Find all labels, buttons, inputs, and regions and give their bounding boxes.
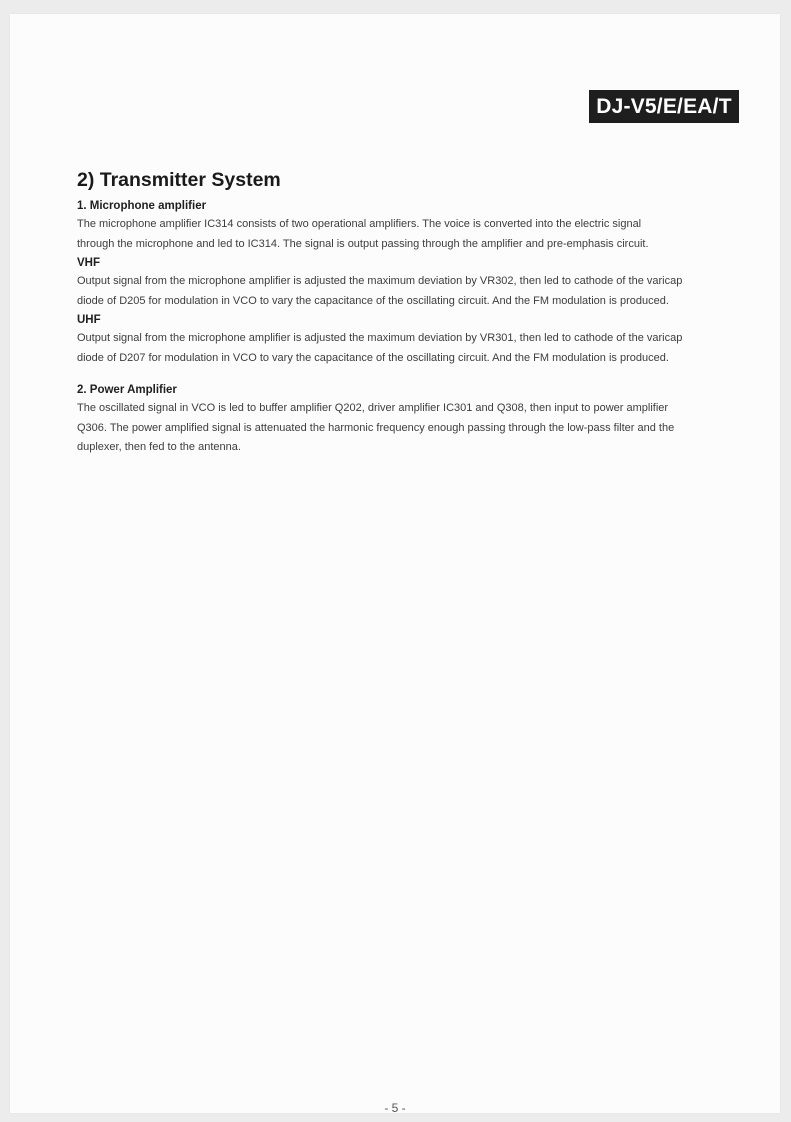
page-content — [77, 168, 767, 458]
vhf-paragraph-line: Output signal from the microphone amplifier is adjusted the maximum deviation by VR302, then led to cathode of the varicap — [77, 275, 683, 287]
power-amplifier-heading: 2. Power Amplifier — [77, 384, 177, 396]
section-spacer — [77, 368, 767, 381]
uhf-paragraph-line: Output signal from the microphone amplifier is adjusted the maximum deviation by VR301, then led to cathode of the varicap — [77, 332, 683, 344]
microphone-paragraph-line: through the microphone and led to IC314. The signal is output passing through the amplifier and pre-emphasis circuit. — [77, 237, 649, 250]
power-paragraph-line: The oscillated signal in VCO is led to buffer amplifier Q202, driver amplifier IC301 and Q308, then input to power amplifier — [77, 402, 669, 414]
power-amplifier-section — [77, 381, 767, 458]
power-paragraph-line: Q306. The power amplified signal is attenuated the harmonic frequency enough passing through the low-pass filter and the — [77, 421, 675, 434]
microphone-paragraph-line: The microphone amplifier IC314 consists of two operational amplifiers. The voice is converted into the electric signal — [77, 218, 642, 230]
vhf-paragraph-line: diode of D205 for modulation in VCO to vary the capacitance of the oscillating circuit. And the FM modulation is produced. — [77, 294, 669, 307]
document-page — [10, 14, 780, 1113]
microphone-amplifier-section — [77, 197, 767, 368]
uhf-paragraph-line: diode of D207 for modulation in VCO to vary the capacitance of the oscillating circuit. And the FM modulation is produced. — [77, 351, 669, 364]
microphone-amplifier-heading: 1. Microphone amplifier — [77, 200, 207, 212]
uhf-label: UHF — [77, 314, 101, 326]
model-badge: DJ-V5/E/EA/T — [589, 90, 739, 123]
section-title: 2) Transmitter System — [77, 169, 281, 191]
vhf-label: VHF — [77, 257, 100, 269]
power-paragraph-line: duplexer, then fed to the antenna. — [77, 441, 241, 453]
page-number: - 5 - — [384, 1101, 406, 1115]
